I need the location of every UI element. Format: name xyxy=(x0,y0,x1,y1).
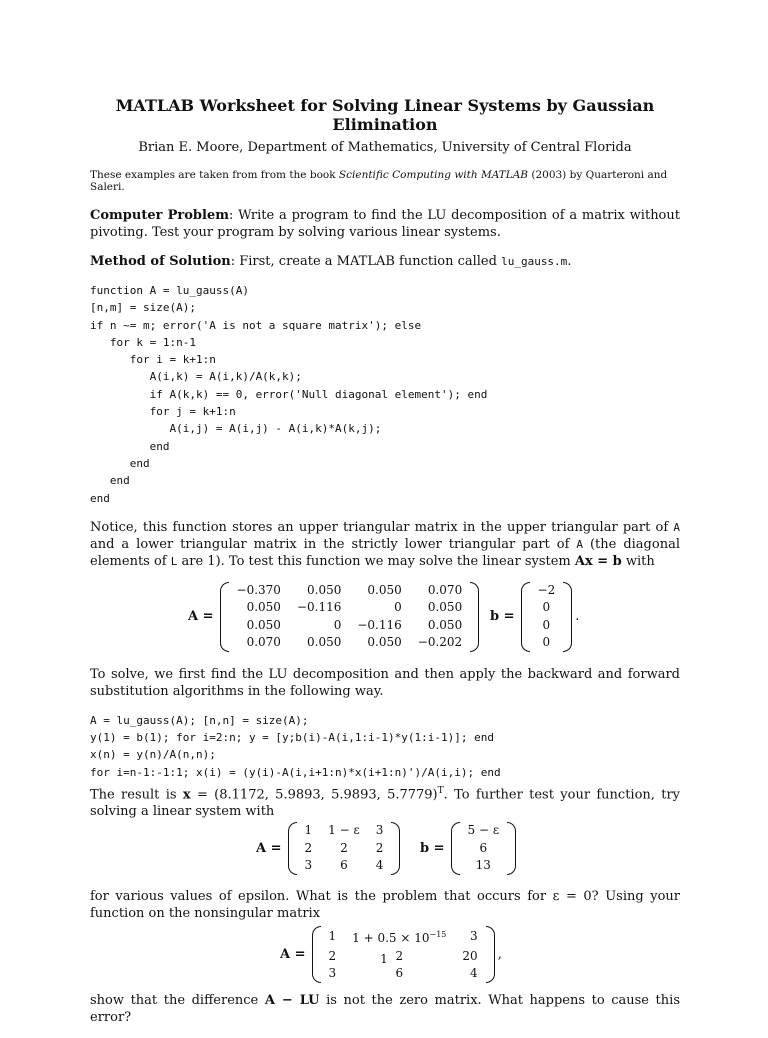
method-text: : First, create a MATLAB function called xyxy=(230,254,502,269)
matrix-cell: 0.050 xyxy=(246,617,281,632)
computer-problem-text: : Write a program to find the LU decomposition of a matrix without pivoting. Test your program by solving various linear systems. xyxy=(90,208,680,240)
matrix-cell: 20 xyxy=(462,948,478,963)
system2-equation xyxy=(90,822,680,880)
matrix-row xyxy=(297,857,392,875)
matrix-cell: 4 xyxy=(375,858,384,873)
matrix-row xyxy=(229,617,471,635)
source-book-title: Scientific Computing with MATLAB xyxy=(338,169,529,181)
matrix-row xyxy=(297,822,392,840)
matrix-cell: 0.050 xyxy=(307,582,342,597)
final-text-2: is not the zero matrix. What happens to cause this error? xyxy=(90,993,680,1026)
matrix-cell: −0.116 xyxy=(296,600,342,615)
notice-text-2: and a lower triangular matrix in the strictly lower triangular part of xyxy=(90,536,577,552)
document-title: MATLAB Worksheet for Solving Linear Systems by Gaussian Elimination xyxy=(115,96,655,134)
notice-code-a2: A xyxy=(576,537,583,551)
source-note xyxy=(90,169,680,193)
system1-a-label: A = xyxy=(188,609,214,625)
code-block-solve: A = lu_gauss(A); [n,n] = size(A); y(1) = b(1); for i=2:n; y = [y;b(i)-A(i,1:i-1)*y(1:i-1)]; end x(n) = y(n)/A(n,n); for i=n-1:-1:1; x(i) = (y(i)-A(i,i+1:n)*x(i+1:n)')/A(i,i); end xyxy=(90,713,501,779)
system2-a-label: A = xyxy=(256,841,282,857)
matrix-cell: −0.370 xyxy=(236,582,281,597)
matrix-cell: 2 xyxy=(304,840,313,855)
matrix-cell: 0 xyxy=(333,617,342,632)
system3-a-label: A = xyxy=(280,947,306,963)
notice-code-a1: A xyxy=(673,520,680,534)
system1-b-table xyxy=(530,582,564,652)
left-paren-icon xyxy=(220,582,229,652)
method-label: Method of Solution xyxy=(90,254,231,269)
author-line: Brian E. Moore, Department of Mathematics, University of Central Florida xyxy=(138,140,632,155)
matrix-row xyxy=(321,926,486,948)
matrix-cell: 3 xyxy=(375,823,384,838)
page-number: 1 xyxy=(380,952,388,966)
result-text-1: The result is xyxy=(90,787,183,803)
method-paragraph xyxy=(90,253,680,270)
system1-trail: . xyxy=(575,609,580,625)
matrix-cell xyxy=(344,926,454,948)
matrix-cell: 2 xyxy=(375,840,384,855)
source-note-text-a: These examples are taken from from the book xyxy=(90,169,339,181)
matrix-cell-base: 1 + 0.5 × 10 xyxy=(352,931,430,946)
vector-cell: 0 xyxy=(542,617,551,632)
matrix-row xyxy=(229,582,471,600)
system2-b-table xyxy=(460,822,508,875)
vector-cell: −2 xyxy=(537,582,556,597)
right-paren-icon xyxy=(391,822,400,875)
matrix-cell: 2 xyxy=(340,840,348,855)
notice-text-1: Notice, this function stores an upper triangular matrix in the upper triangular part of xyxy=(90,519,674,535)
matrix-row xyxy=(229,634,471,652)
matrix-cell: 2 xyxy=(328,948,337,963)
system1-a-table xyxy=(229,582,471,652)
left-paren-icon xyxy=(451,822,460,875)
matrix-cell: 2 xyxy=(395,948,404,963)
document-page xyxy=(90,96,680,1038)
notice-text-5: with xyxy=(621,553,655,569)
vector-cell: 5 − ε xyxy=(467,823,500,838)
matrix-cell: 0.050 xyxy=(427,617,463,632)
matrix-cell: −0.202 xyxy=(417,635,463,650)
system2-vector-b xyxy=(420,822,516,875)
final-paragraph xyxy=(90,992,680,1026)
matrix-cell: 6 xyxy=(395,966,404,981)
matrix-cell: 1 xyxy=(304,823,313,838)
matrix-cell: 1 − ε xyxy=(328,823,360,838)
matrix-cell: −0.116 xyxy=(357,617,402,632)
method-end: . xyxy=(567,254,572,269)
vector-cell: 0 xyxy=(542,635,551,650)
system2-matrix-a xyxy=(256,822,400,875)
matrix-cell: 1 xyxy=(328,929,337,944)
left-paren-icon xyxy=(521,582,530,652)
matrix-cell: 0.050 xyxy=(427,600,463,615)
matrix-cell: 4 xyxy=(470,966,478,981)
matrix-cell: 0.050 xyxy=(367,582,402,597)
matrix-row xyxy=(297,840,392,858)
final-equation: A − LU xyxy=(264,993,320,1009)
matrix-cell: 0 xyxy=(394,600,402,615)
result-transpose: T xyxy=(437,786,444,797)
system1-matrix-a xyxy=(188,582,479,652)
notice-code-l: L xyxy=(170,554,178,568)
system1-vector-b xyxy=(490,582,579,652)
computer-problem-label: Computer Problem xyxy=(90,208,229,223)
epsilon-paragraph: for various values of epsilon. What is the problem that occurs for ε = 0? Using your function on the nonsingular matrix xyxy=(90,889,680,922)
right-paren-icon xyxy=(470,582,479,652)
result-text-2: . To further test your function, try solving a linear system with xyxy=(90,787,681,820)
notice-paragraph xyxy=(90,519,680,570)
to-solve-paragraph: To solve, we first find the LU decomposition and then apply the backward and forward substitution algorithms in the following way. xyxy=(90,666,680,699)
matrix-row xyxy=(321,965,486,983)
system2-b-label: b = xyxy=(420,841,445,857)
notice-text-4: are 1). To test this function we may solve the linear system xyxy=(177,553,575,569)
code-block-lu-gauss: function A = lu_gauss(A) [n,m] = size(A); if n ~= m; error('A is not a square matrix'); else for k = 1:n-1 for i = k+1:n A(i,k) = A(i,k)/A(k,k); if A(k,k) == 0, error('Null diagonal element'); end for j = k+1:n A(i,j) = A(i,j) - A(i,k)*A(k,j); end end end end xyxy=(90,284,488,505)
final-text-1: show that the difference xyxy=(90,993,265,1009)
matrix-cell: 3 xyxy=(470,929,478,944)
source-note-text-b: (2003) by Quarteroni and Saleri. xyxy=(90,169,668,193)
notice-text-3: (the diagonal elements of xyxy=(90,536,680,569)
system1-b-label: b = xyxy=(490,609,515,625)
result-x: x xyxy=(182,787,191,803)
matrix-row xyxy=(229,599,471,617)
matrix-cell: 6 xyxy=(340,858,348,873)
vector-cell: 0 xyxy=(542,600,551,615)
left-paren-icon xyxy=(288,822,297,875)
system3-trail: , xyxy=(497,947,502,963)
matrix-cell: 3 xyxy=(304,858,313,873)
right-paren-icon xyxy=(563,582,572,652)
vector-cell: 6 xyxy=(479,840,488,855)
system2-a-table xyxy=(297,822,392,875)
result-vector: = (8.1172, 5.9893, 5.9893, 5.7779) xyxy=(190,787,438,803)
computer-problem-paragraph xyxy=(90,207,680,241)
matrix-cell-exponent: −15 xyxy=(429,930,447,940)
matrix-cell: 0.050 xyxy=(367,635,402,650)
method-filename: lu_gauss.m xyxy=(501,255,568,268)
result-paragraph xyxy=(90,783,680,820)
matrix-cell: 3 xyxy=(328,966,337,981)
system1-equation xyxy=(90,582,680,656)
vector-cell: 13 xyxy=(475,858,491,873)
notice-equation: Ax = b xyxy=(574,553,622,569)
matrix-cell: 0.070 xyxy=(427,582,463,597)
right-paren-icon xyxy=(507,822,516,875)
matrix-cell: 0.050 xyxy=(307,635,342,650)
matrix-cell: 0.070 xyxy=(246,635,281,650)
matrix-cell: 0.050 xyxy=(246,600,281,615)
